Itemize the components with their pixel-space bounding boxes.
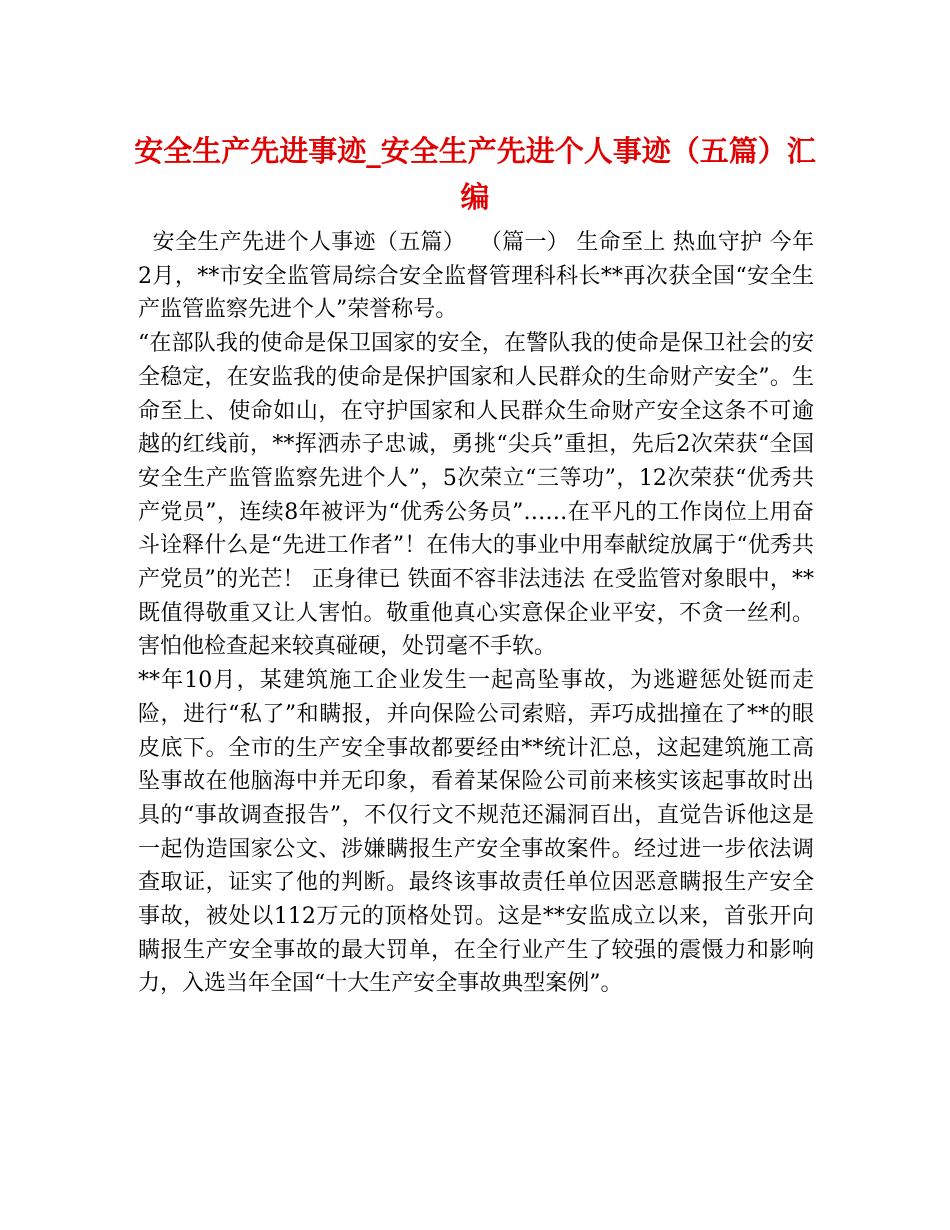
- paragraph-3: **年10月，某建筑施工企业发生一起高坠事故，为逃避惩处铤而走险，进行“私了”和瞒报，并向保险公司索赔，弄巧成拙撞在了**的眼皮底下。全市的生产安全事故都要经由**统计汇总，这起建筑施工高坠事故在他脑海中并无印象，看着某保险公司前来核实该起事故时出具的“事故调查报告”，不仅行文不规范还漏洞百出，直觉告诉他这是一起伪造国家公文、涉嫌瞒报生产安全事故案件。经过进一步依法调查取证，证实了他的判断。最终该事故责任单位因恶意瞒报生产安全事故，被处以112万元的顶格处罚。这是**安监成立以来，首张开向瞒报生产安全事故的最大罚单，在全行业产生了较强的震慑力和影响力，入选当年全国“十大生产安全事故典型案例”。: [138, 668, 814, 997]
- paragraph-1: 安全生产先进个人事迹（五篇） （篇一） 生命至上 热血守护 今年2月，**市安全监管局综合安全监督管理科科长**再次获全国“安全生产监管监察先进个人”荣誉称号。: [138, 230, 814, 323]
- document-title: 安全生产先进事迹_安全生产先进个人事迹（五篇）汇编: [134, 134, 816, 214]
- document-body: [138, 226, 814, 1001]
- paragraph-2: “在部队我的使命是保卫国家的安全，在警队我的使命是保卫社会的安全稳定，在安监我的使命是保护国家和人民群众的生命财产安全”。生命至上、使命如山，在守护国家和人民群众生命财产安全这条不可逾越的红线前，**挥洒赤子忠诚，勇挑“尖兵”重担，先后2次荣获“全国安全生产监管监察先进个人”，5次荣立“三等功”，12次荣获“优秀共产党员”，连续8年被评为“优秀公务员”……在平凡的工作岗位上用奋斗诠释什么是“先进工作者”！在伟大的事业中用奉献绽放属于“优秀共产党员”的光芒！ 正身律已 铁面不容非法违法 在受监管对象眼中，**既值得敬重又让人害怕。敬重他真心实意保企业平安，不贪一丝利。害怕他检查起来较真碰硬，处罚毫不手软。: [138, 331, 814, 660]
